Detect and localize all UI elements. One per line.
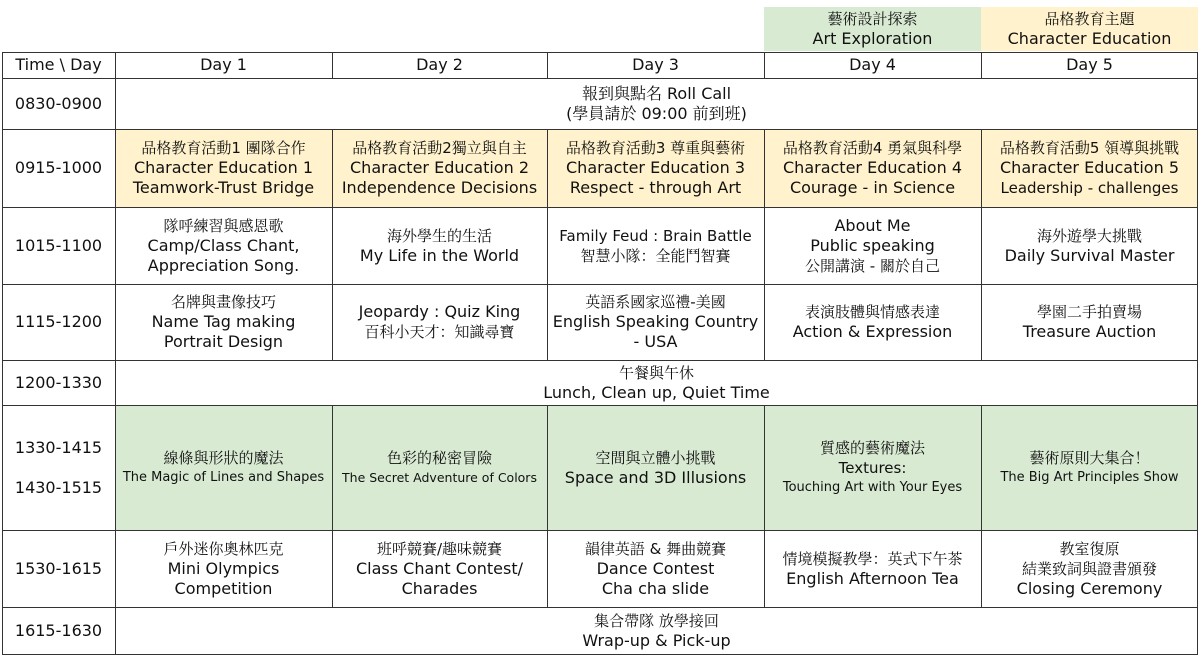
- header-day-4: [764, 52, 981, 78]
- time-cell: [2, 405, 115, 530]
- cell-line: About Me: [834, 215, 911, 235]
- activity-cell: [547, 284, 764, 360]
- activity-cell: [764, 207, 981, 284]
- activity-cell: [981, 207, 1198, 284]
- time-label: 0915-1000: [14, 158, 103, 177]
- cell-line: 結業致詞與證書頒發: [1021, 559, 1157, 578]
- legend-art-zh: 藝術設計探索: [827, 10, 918, 28]
- cell-line: Character Education 1: [134, 158, 313, 177]
- cell-line: 表演肢體與情感表達: [804, 303, 940, 321]
- time-cell: [2, 284, 115, 360]
- cell-line: 集合帶隊 放學接回: [594, 612, 719, 630]
- cell-line: Courage - in Science: [789, 178, 956, 197]
- cell-line: 學園二手拍賣場: [1036, 303, 1142, 321]
- cell-line: 品格教育活動5 領導與挑戰: [999, 139, 1180, 157]
- cell-line: Space and 3D Illusions: [564, 467, 747, 487]
- cell-line: Lunch, Clean up, Quiet Time: [543, 382, 770, 402]
- time-label: 0830-0900: [14, 93, 103, 113]
- cell-line: 質感的藝術魔法: [819, 438, 925, 457]
- cell-line: 情境模擬教學：英式下午茶: [782, 549, 963, 568]
- cell-line: Public speaking: [810, 235, 935, 255]
- time-label: 1200-1330: [14, 372, 103, 392]
- cell-line: Action & Expression: [792, 322, 953, 341]
- cell-line: Character Education 4: [783, 158, 962, 177]
- cell-line: 英語系國家巡禮-美國: [585, 293, 726, 311]
- cell-line: 戶外迷你奧林匹克: [163, 539, 284, 558]
- day-label: Day 1: [200, 55, 247, 74]
- cell-line: Cha cha slide: [601, 578, 710, 598]
- activity-cell: [547, 530, 764, 607]
- cell-line: Appreciation Song.: [147, 255, 300, 275]
- cell-line: Leadership - challenges: [1000, 179, 1179, 197]
- activity-cell: [764, 129, 981, 207]
- cell-line: English Speaking Country: [552, 312, 759, 331]
- cell-line: 海外學生的生活: [386, 226, 492, 245]
- legend-art-en: Art Exploration: [812, 29, 933, 48]
- cell-line: Jeopardy : Quiz King: [358, 302, 521, 321]
- cell-line: 隊呼練習與感恩歌: [163, 216, 284, 235]
- cell-line: 線條與形狀的魔法: [163, 448, 284, 467]
- day-label: Day 5: [1066, 55, 1113, 74]
- time-cell: [2, 207, 115, 284]
- cell-line: Treasure Auction: [1022, 322, 1157, 341]
- activity-cell: [332, 207, 547, 284]
- cell-line: 韻律英語 & 舞曲競賽: [584, 539, 727, 558]
- cell-line: Class Chant Contest/: [355, 558, 523, 578]
- time-cell: [2, 360, 115, 405]
- cell-line: Independence Decisions: [341, 178, 538, 197]
- day-label: Day 4: [849, 55, 896, 74]
- cell-line: The Big Art Principles Show: [1000, 469, 1179, 485]
- day-label: Day 3: [632, 55, 679, 74]
- time-label: 1330-1415: [14, 437, 103, 457]
- cell-line: 班呼競賽/趣味競賽: [376, 539, 503, 558]
- cell-line: Textures:: [838, 458, 907, 477]
- activity-cell: [981, 129, 1198, 207]
- cell-line: Wrap-up & Pick-up: [582, 631, 731, 650]
- cell-line: Respect - through Art: [569, 178, 742, 197]
- cell-line: 百科小天才：知識尋寶: [364, 323, 515, 341]
- activity-cell: [547, 129, 764, 207]
- activity-cell: [115, 284, 332, 360]
- activity-cell: [981, 530, 1198, 607]
- cell-line: Daily Survival Master: [1004, 245, 1175, 265]
- activity-cell: [764, 284, 981, 360]
- time-cell: [2, 78, 115, 129]
- activity-cell: [115, 405, 332, 530]
- cell-line: Camp/Class Chant,: [147, 235, 300, 255]
- pickup-cell: [115, 607, 1198, 655]
- cell-line: Competition: [174, 578, 273, 598]
- cell-line: 報到與點名 Roll Call: [581, 83, 732, 103]
- cell-line: Dance Contest: [596, 558, 715, 578]
- legend-character-education: [981, 7, 1198, 51]
- day-label: Day 2: [416, 55, 463, 74]
- time-label: 1015-1100: [14, 235, 103, 255]
- cell-line: 海外遊學大挑戰: [1036, 226, 1142, 245]
- cell-line: The Magic of Lines and Shapes: [122, 469, 325, 485]
- activity-cell: [115, 530, 332, 607]
- cell-line: 品格教育活動2獨立與自主: [352, 139, 527, 157]
- roll-call-cell: [115, 78, 1198, 129]
- time-label: 1615-1630: [14, 621, 103, 640]
- cell-line: Portrait Design: [163, 332, 284, 351]
- cell-line: Character Education 5: [1000, 158, 1179, 177]
- header-corner: [2, 52, 115, 78]
- cell-line: My Life in the World: [359, 245, 520, 265]
- cell-line: 品格教育活動4 勇氣與科學: [782, 139, 963, 157]
- activity-cell: [764, 530, 981, 607]
- cell-line: Mini Olympics: [167, 558, 280, 578]
- header-day-1: [115, 52, 332, 78]
- cell-line: Name Tag making: [151, 312, 296, 331]
- cell-line: 公開講演 - 關於自己: [805, 256, 940, 275]
- time-cell: [2, 607, 115, 655]
- time-label: 1115-1200: [14, 312, 103, 331]
- legend-character-zh: 品格教育主題: [1044, 10, 1135, 28]
- header-day-3: [547, 52, 764, 78]
- activity-cell: [332, 284, 547, 360]
- cell-line: English Afternoon Tea: [786, 568, 959, 588]
- time-label: 1530-1615: [14, 558, 103, 578]
- cell-line: 智慧小隊：全能鬥智賽: [580, 246, 731, 265]
- activity-cell: [764, 405, 981, 530]
- lunch-cell: [115, 360, 1198, 405]
- activity-cell: [981, 284, 1198, 360]
- activity-cell: [332, 405, 547, 530]
- cell-line: (學員請於 09:00 前到班): [566, 103, 747, 123]
- activity-cell: [115, 129, 332, 207]
- time-cell: [2, 129, 115, 207]
- activity-cell: [332, 530, 547, 607]
- cell-line: 品格教育活動3 尊重與藝術: [565, 139, 746, 157]
- cell-line: Touching Art with Your Eyes: [782, 479, 963, 495]
- header-corner-label: Time \ Day: [15, 55, 102, 74]
- activity-cell: [332, 129, 547, 207]
- cell-line: 名牌與畫像技巧: [170, 293, 276, 311]
- cell-line: Teamwork-Trust Bridge: [132, 178, 315, 197]
- cell-line: Closing Ceremony: [1016, 578, 1163, 598]
- header-day-5: [981, 52, 1198, 78]
- cell-line: - USA: [633, 332, 678, 351]
- activity-cell: [115, 207, 332, 284]
- activity-cell: [547, 405, 764, 530]
- cell-line: Character Education 2: [350, 158, 529, 177]
- cell-line: Family Feud : Brain Battle: [559, 226, 752, 245]
- cell-line: Charades: [401, 578, 478, 598]
- legend-character-en: Character Education: [1007, 29, 1172, 48]
- cell-line: Character Education 3: [566, 158, 745, 177]
- time-cell: [2, 530, 115, 607]
- cell-line: 教室復原: [1059, 539, 1120, 558]
- activity-cell: [981, 405, 1198, 530]
- header-day-2: [332, 52, 547, 78]
- cell-line: 空間與立體小挑戰: [595, 448, 716, 467]
- activity-cell: [547, 207, 764, 284]
- cell-line: 午餐與午休: [618, 363, 694, 382]
- cell-line: 藝術原則大集合！: [1029, 448, 1150, 467]
- time-label: 1430-1515: [14, 477, 103, 497]
- legend-art-exploration: [764, 7, 981, 51]
- cell-line: The Secret Adventure of Colors: [342, 469, 537, 485]
- cell-line: 色彩的秘密冒險: [386, 448, 492, 467]
- cell-line: 品格教育活動1 團隊合作: [141, 139, 306, 157]
